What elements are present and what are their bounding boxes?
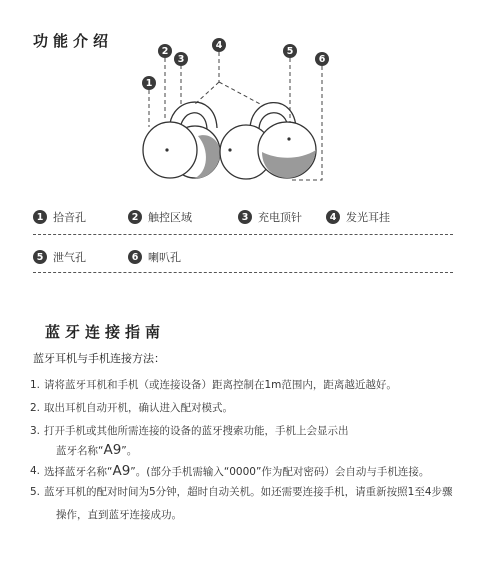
step-3 (30, 422, 490, 461)
step-4 (30, 462, 490, 482)
callout-3: 3 (174, 52, 188, 66)
legend-label: 喇叭孔 (148, 251, 181, 264)
device-name: A9 (112, 463, 131, 479)
earbuds-illustration (0, 0, 495, 215)
step-text: 请将蓝牙耳机和手机（或连接设备）距离控制在1m范围内，距离越近越好。 (44, 379, 397, 391)
section-title-features: 功能介绍 (33, 32, 114, 50)
step-text-pre: 蓝牙名称“ (56, 445, 104, 457)
legend-label: 充电顶针 (258, 211, 302, 224)
speaker-hole-dot (228, 148, 231, 151)
step-text-cont: 操作，直到蓝牙连接成功。 (56, 509, 182, 521)
step-text-pre: 选择蓝牙名称“ (44, 466, 113, 478)
legend-badge: 5 (33, 250, 47, 264)
callout-6: 6 (315, 52, 329, 66)
section-title-bluetooth: 蓝牙连接指南 (45, 323, 166, 341)
steps-list (30, 376, 490, 525)
mic-hole-dot (165, 148, 168, 151)
step-1 (30, 376, 490, 395)
legend-item-3 (238, 209, 302, 225)
legend-item-5 (33, 249, 86, 265)
device-name: A9 (103, 442, 122, 458)
step-text-cont (44, 441, 490, 461)
callout-4: 4 (212, 38, 226, 52)
step-number: 4. (30, 465, 41, 477)
step-2 (30, 399, 490, 418)
callout-2: 2 (158, 44, 172, 58)
leader-line-4a (194, 82, 219, 105)
legend-label: 触控区域 (148, 211, 192, 224)
vent-hole-dot (287, 137, 290, 140)
legend-item-2 (128, 209, 192, 225)
legend-item-6 (128, 249, 181, 265)
legend-badge: 3 (238, 210, 252, 224)
legend-item-1 (33, 209, 86, 225)
left-earbud (143, 102, 220, 178)
legend-badge: 4 (326, 210, 340, 224)
section-subtitle: 蓝牙耳机与手机连接方法： (33, 352, 165, 365)
step-number: 1. (30, 379, 41, 391)
step-number: 2. (30, 402, 41, 414)
legend-label: 拾音孔 (53, 211, 86, 224)
divider-dashed (33, 234, 453, 235)
legend-badge: 2 (128, 210, 142, 224)
callout-5: 5 (283, 44, 297, 58)
legend-label: 泄气孔 (53, 251, 86, 264)
leader-line-4b (219, 82, 262, 105)
right-earbud (220, 103, 316, 179)
step-text: 蓝牙耳机的配对时间为5分钟，超时自动关机。如还需要连接手机，请重新按照1至4步骤 (44, 486, 453, 498)
callout-1: 1 (142, 76, 156, 90)
step-text: 取出耳机自动开机，确认进入配对模式。 (44, 402, 233, 414)
step-number: 5. (30, 486, 41, 498)
step-5 (30, 483, 490, 525)
legend-badge: 1 (33, 210, 47, 224)
legend-label: 发光耳挂 (346, 211, 390, 224)
divider-dashed (33, 272, 453, 273)
step-text-post: ”。 (121, 445, 138, 457)
step-number: 3. (30, 425, 41, 437)
step-text: 打开手机或其他所需连接的设备的蓝牙搜索功能，手机上会显示出 (44, 425, 349, 437)
legend-item-4 (326, 209, 390, 225)
legend-badge: 6 (128, 250, 142, 264)
step-text-post: ”。(部分手机需输入“0000”作为配对密码）会自动与手机连接。 (130, 466, 430, 478)
